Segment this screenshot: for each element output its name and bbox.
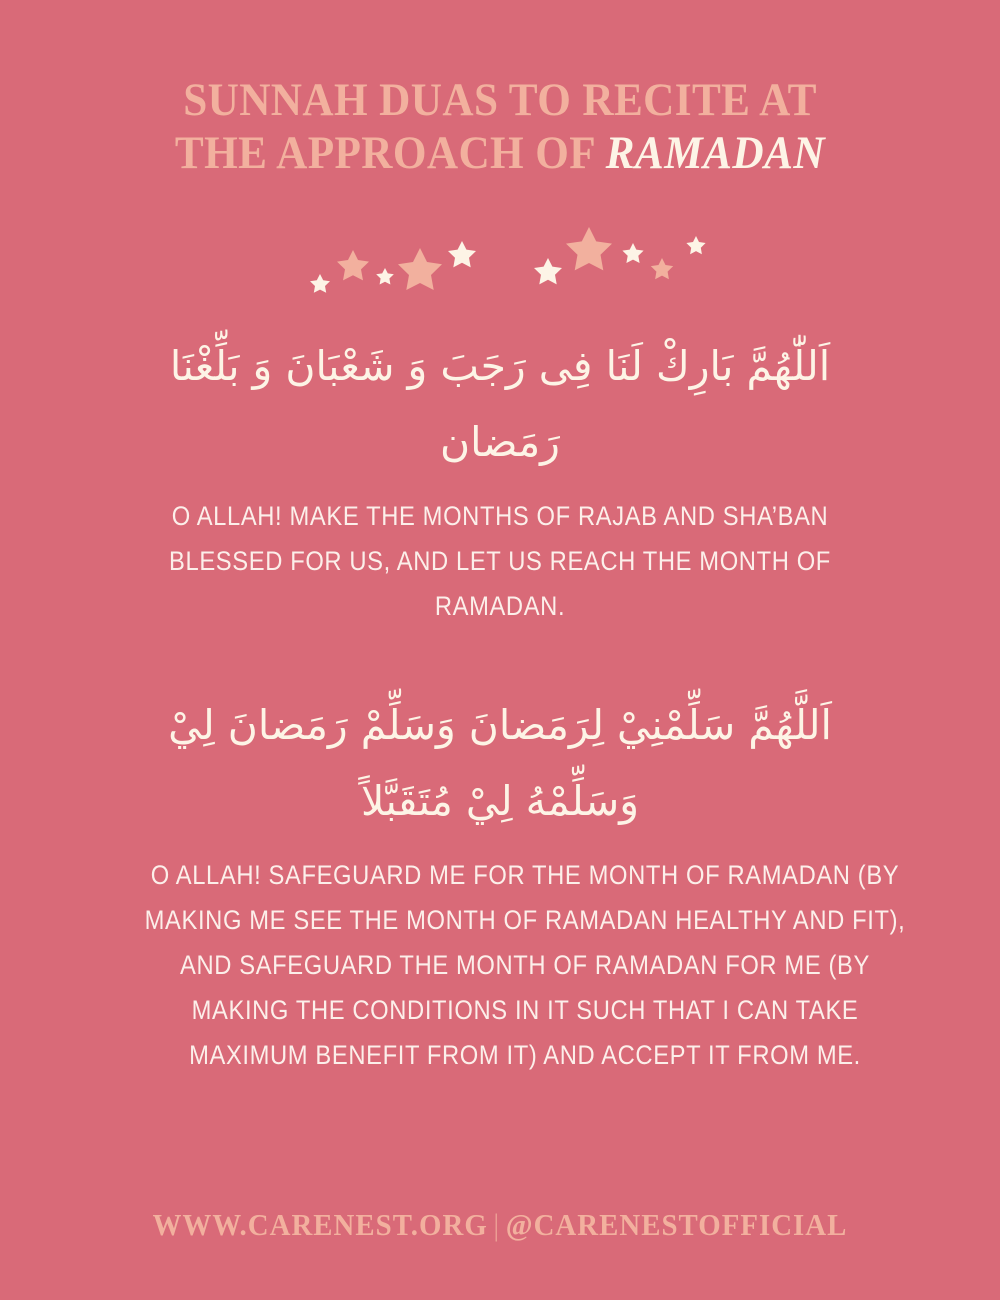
dua-2-translation: O ALLAH! SAFEGUARD ME FOR THE MONTH OF RAMADAN (BY MAKING ME SEE THE MONTH OF RAMADAN HEALTHY AND FIT), AND SAFEGUARD THE MONTH OF RAMADAN FOR ME (BY MAKING THE CONDITIONS IN IT SUCH THAT I CAN TAKE MAXIMUM BENEFIT FROM IT) AND ACCEPT IT FROM ME. bbox=[144, 860, 906, 1070]
title-accent-ramadan: RAMADAN bbox=[605, 127, 826, 179]
star-icon-7 bbox=[566, 227, 612, 270]
dua-1-arabic-line-1: اَللّٰهُمَّ بَارِكْ لَنَا فِى رَجَبَ وَ شَعْبَانَ وَ بَلِّغْنَا bbox=[169, 342, 831, 390]
moon-stars-ornament bbox=[290, 208, 710, 308]
star-icon-8 bbox=[622, 243, 643, 263]
title-line-1: SUNNAH DUAS TO RECITE AT bbox=[183, 74, 817, 126]
title-line-2 bbox=[104, 127, 895, 180]
dua-block-2 bbox=[85, 687, 915, 1078]
footer-separator: | bbox=[493, 1207, 501, 1242]
dua-block-1 bbox=[85, 328, 915, 629]
star-icon-4 bbox=[398, 248, 442, 290]
dua-2-arabic bbox=[85, 687, 915, 839]
star-icon-3 bbox=[376, 268, 394, 285]
title-line-2-prefix: THE APPROACH OF bbox=[174, 127, 606, 179]
dua-1-arabic-line-2: رَمَضان bbox=[440, 418, 560, 466]
star-icon-9 bbox=[651, 258, 673, 279]
dua-1-arabic bbox=[85, 328, 915, 480]
star-icon-2 bbox=[337, 250, 369, 280]
page-title bbox=[70, 74, 930, 180]
crescent-moon-icon bbox=[290, 208, 710, 308]
footer-credits bbox=[35, 1207, 965, 1243]
star-icon-10 bbox=[686, 236, 705, 254]
star-icon-6 bbox=[534, 258, 562, 284]
dua-1-translation: O ALLAH! MAKE THE MONTHS OF RAJAB AND SHA’BAN BLESSED FOR US, AND LET US REACH THE MONTH OF RAMADAN. bbox=[169, 501, 831, 621]
footer-social-handle[interactable]: @CARENESTOFFICIAL bbox=[505, 1207, 848, 1242]
footer-website[interactable]: WWW.CARENEST.ORG bbox=[152, 1207, 488, 1242]
dua-2-arabic-line-1: اَللَّهُمَّ سَلِّمْنِيْ لِرَمَضانَ وَسَلِّمْ رَمَضانَ لِيْ bbox=[168, 701, 832, 749]
crescent-moon-shape bbox=[464, 218, 504, 298]
star-icon-5 bbox=[448, 241, 476, 267]
dua-2-arabic-line-2: وَسَلِّمْهُ لِيْ مُتَقَبَّلاً bbox=[360, 777, 640, 825]
star-icon-1 bbox=[310, 274, 330, 293]
